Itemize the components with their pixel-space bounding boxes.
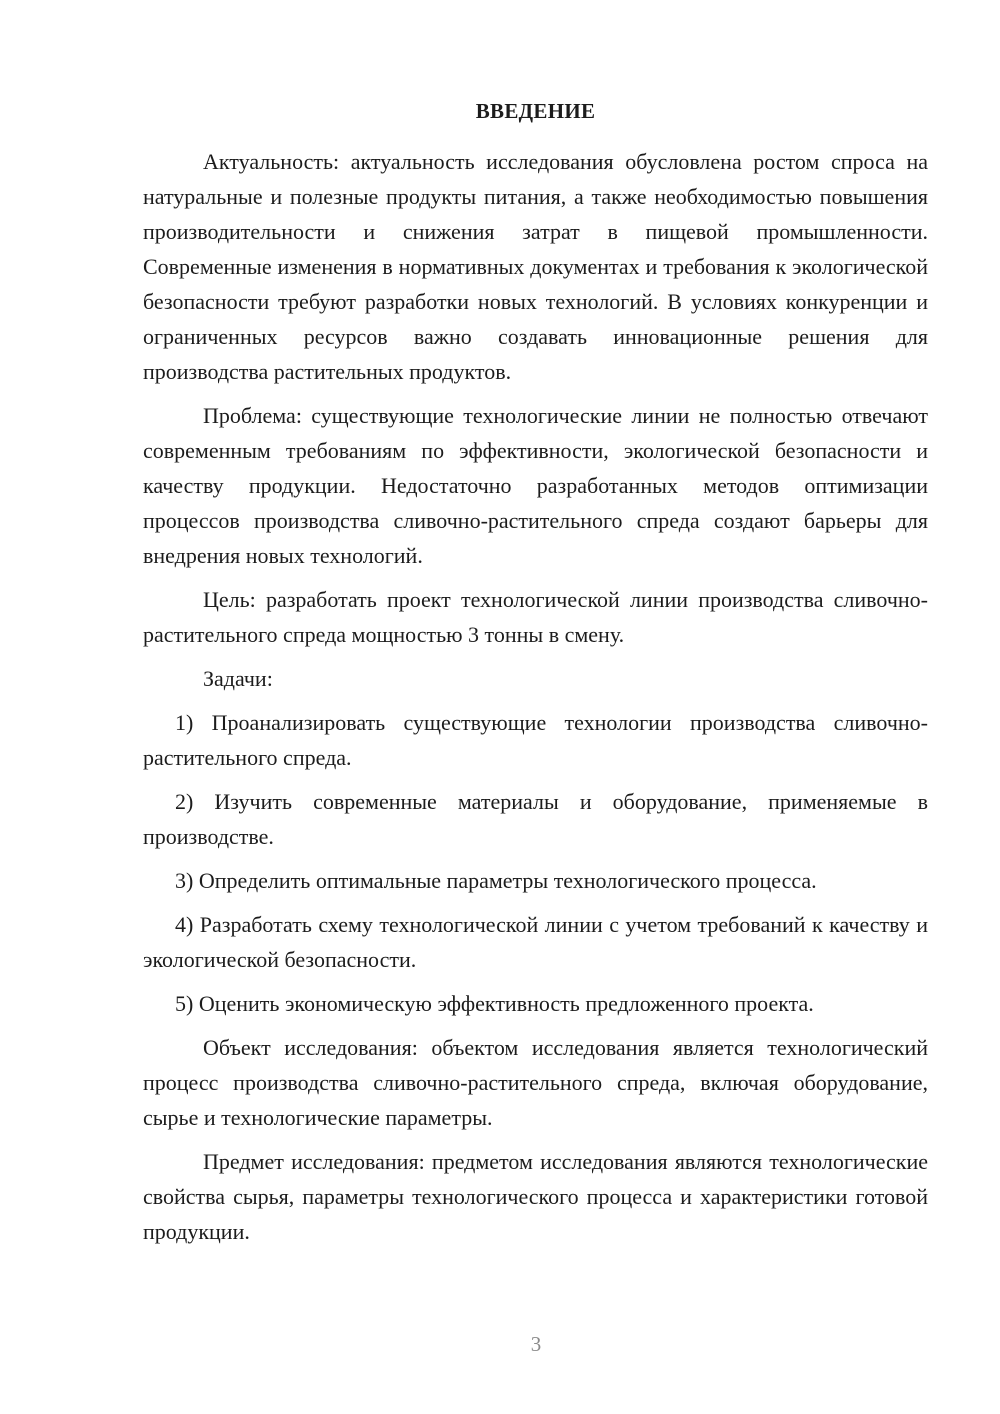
research-subject-paragraph: Предмет исследования: предметом исследования являются технологические свойства сырья, параметры технологического процесса и характеристики готовой продукции. — [143, 1149, 928, 1244]
task-item-1: 1) Проанализировать существующие технологии производства сливочно-растительного спреда. — [143, 710, 928, 770]
task-item-4: 4) Разработать схему технологической линии с учетом требований к качеству и экологической безопасности. — [143, 912, 928, 972]
task-item-5: 5) Оценить экономическую эффективность предложенного проекта. — [175, 991, 814, 1016]
page-number: 3 — [530, 1332, 542, 1356]
task-item-3: 3) Определить оптимальные параметры технологического процесса. — [175, 868, 817, 893]
task-item-2: 2) Изучить современные материалы и оборудование, применяемые в производстве. — [143, 789, 928, 849]
page-title: ВВЕДЕНИЕ — [475, 99, 596, 123]
relevance-paragraph: Актуальность: актуальность исследования обусловлена ростом спроса на натуральные и полезные продукты питания, а также необходимостью повышения производительности и снижения затрат в пищевой промышленности. Современные изменения в нормативных документах и требования к экологической безопасности требуют разработки новых технологий. В условиях конкуренции и ограниченных ресурсов важно создавать инновационные решения для производства растительных продуктов. — [143, 149, 928, 384]
document-page — [143, 96, 928, 1258]
problem-paragraph: Проблема: существующие технологические линии не полностью отвечают современным требованиям по эффективности, экологической безопасности и качеству продукции. Недостаточно разработанных методов оптимизации процессов производства сливочно-растительного спреда создают барьеры для внедрения новых технологий. — [143, 403, 928, 568]
tasks-heading: Задачи: — [203, 666, 273, 691]
research-object-paragraph: Объект исследования: объектом исследования является технологический процесс производства сливочно-растительного спреда, включая оборудование, сырье и технологические параметры. — [143, 1035, 928, 1130]
goal-paragraph: Цель: разработать проект технологической линии производства сливочно-растительного спреда мощностью 3 тонны в смену. — [143, 587, 928, 647]
